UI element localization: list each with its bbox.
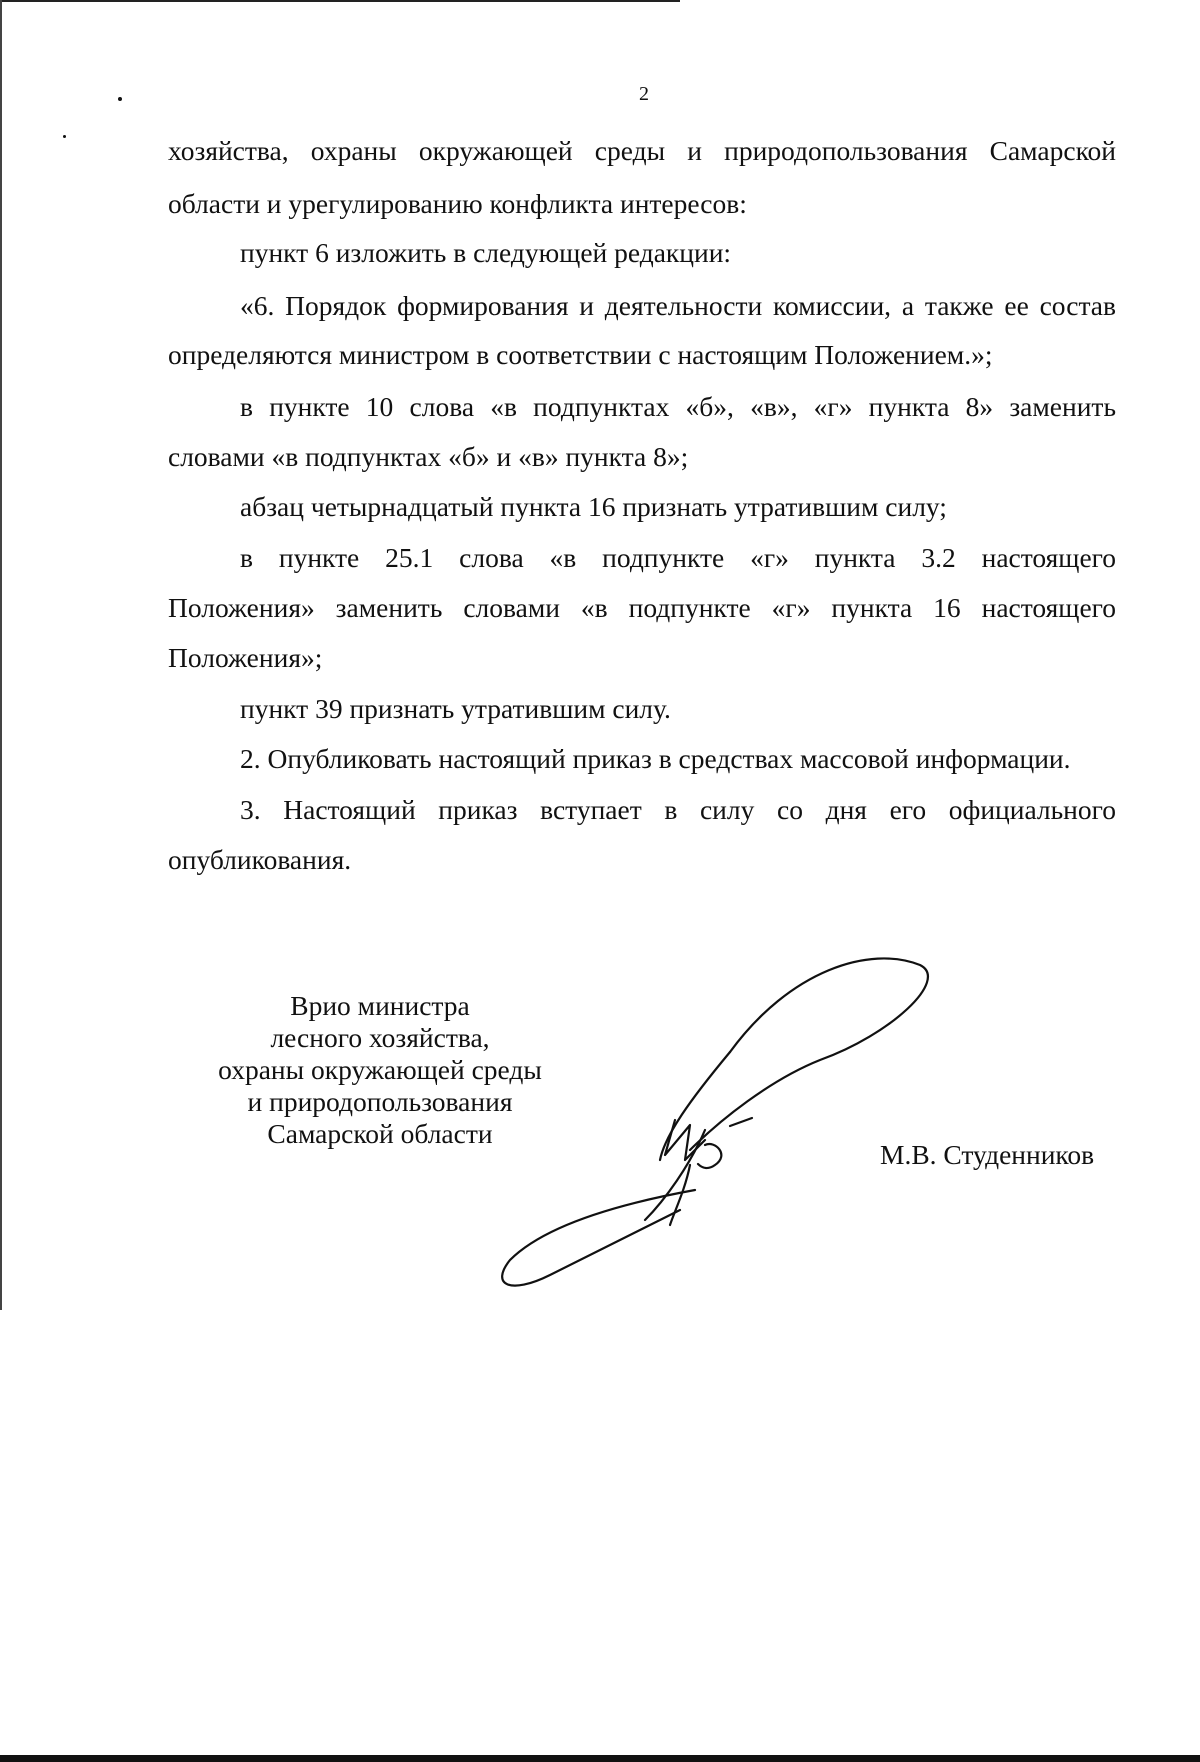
body-line: абзац четырнадцатый пункта 16 признать утратившим силу; — [240, 491, 947, 522]
body-line: Положения» заменить словами «в подпункте «г» пункта 16 настоящего — [168, 592, 1116, 623]
body-line: Положения»; — [168, 642, 323, 673]
scan-border-bottom — [0, 1755, 1200, 1762]
signatory-position-line: и природопользования — [247, 1086, 513, 1117]
body-line: 2. Опубликовать настоящий приказ в средствах массовой информации. — [240, 743, 1071, 774]
body-line: в пункте 25.1 слова «в подпункте «г» пункта 3.2 настоящего — [240, 542, 1116, 573]
body-line: области и урегулированию конфликта интересов: — [168, 188, 747, 219]
signatory-position-line: Самарской области — [267, 1118, 493, 1149]
body-line: словами «в подпунктах «б» и «в» пункта 8»; — [168, 441, 689, 472]
body-line: хозяйства, охраны окружающей среды и природопользования Самарской — [168, 135, 1116, 166]
body-line: 3. Настоящий приказ вступает в силу со дня его официального — [240, 794, 1116, 825]
body-line: опубликования. — [168, 844, 352, 875]
body-line: «6. Порядок формирования и деятельности комиссии, а также ее состав — [240, 290, 1116, 321]
scan-border-top — [0, 0, 680, 2]
body-line: определяются министром в соответствии с настоящим Положением.»; — [168, 339, 993, 370]
signatory-position-line: Врио министра — [290, 990, 470, 1021]
signatory-position-line: лесного хозяйства, — [270, 1022, 490, 1053]
body-line: пункт 6 изложить в следующей редакции: — [240, 237, 732, 268]
page-number: 2 — [639, 83, 649, 105]
signer-name: М.В. Студенников — [880, 1139, 1095, 1170]
body-line: в пункте 10 слова «в подпунктах «б», «в», «г» пункта 8» заменить — [240, 391, 1116, 422]
scan-speck — [63, 135, 66, 138]
signatory-position-line: охраны окружающей среды — [218, 1054, 542, 1085]
body-line: пункт 39 признать утратившим силу. — [240, 693, 671, 724]
handwritten-signature — [490, 950, 950, 1310]
scan-border-left — [0, 0, 2, 1310]
scan-speck — [118, 97, 122, 101]
